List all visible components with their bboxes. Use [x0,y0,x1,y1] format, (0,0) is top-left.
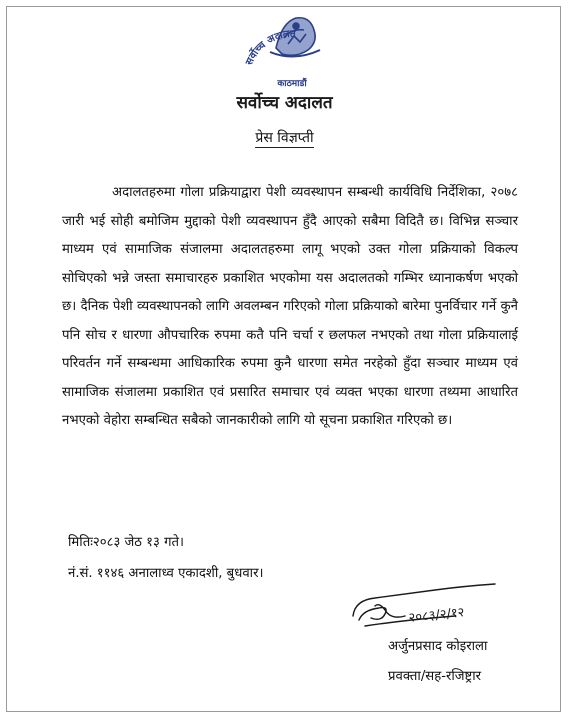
issue-date-line: मितिः२०८३ जेठ १३ गते। [68,535,185,550]
signer-title: प्रवक्ता/सह-रजिष्ट्रार [388,669,482,684]
signature-date: २०८३/२/१२ [407,605,466,626]
seal-arc-text: सर्वोच्च अदालत [243,28,296,67]
nepal-sambat-date-line: नं.सं. ११४६ अनालाध्व एकादशी, बुधवार। [68,566,264,581]
handwritten-signature [345,580,505,640]
supreme-court-seal-emblem [238,8,346,90]
document-title-text: प्रेस विज्ञप्ती [255,130,314,146]
signer-name: अर्जुनप्रसाद कोइराला [388,639,488,654]
court-name-heading: सर्वोच्च अदालत [236,93,333,113]
document-title [0,128,569,147]
notice-body-paragraph: अदालतहरुमा गोला प्रक्रियाद्वारा पेशी व्यवस्थापन सम्बन्धी कार्यविधि निर्देशिका, २०७८ जारी भई सोही बमोजिम मुद्दाको पेशी व्यवस्थापन हुँदै आएको सबैमा विदितै छ। विभिन्न सञ्चार माध्यम एवं सामाजिक संजालमा अदालतहरुमा लागू भएको उक्त गोला प्रक्रियाको विकल्प सोचिएको भन्ने जस्ता समाचारहरु प्रकाशित भएकोमा यस अदालतको गम्भिर ध्यानाकर्षण भएको छ। दैनिक पेशी व्यवस्थापनको लागि अवलम्बन गरिएको गोला प्रक्रियाको बारेमा पुनर्विचार गर्ने कुनै पनि सोच र धारणा औपचारिक रुपमा कतै पनि चर्चा र छलफल नभएको तथा गोला प्रक्रियालाई परिवर्तन गर्ने सम्बन्धमा आधिकारिक रुपमा कुनै धारणा समेत नरहेको हुँदा सञ्चार माध्यम एवं सामाजिक संजालमा प्रकाशित एवं प्रसारित समाचार एवं व्यक्त भएका धारणा तथ्यमा आधारित नभएको वेहोरा सम्बन्धित सबैको जानकारीको लागि यो सूचना प्रकाशित गरिएको छ। [62,185,518,428]
seal-place-text: काठमाडौं [277,79,307,89]
